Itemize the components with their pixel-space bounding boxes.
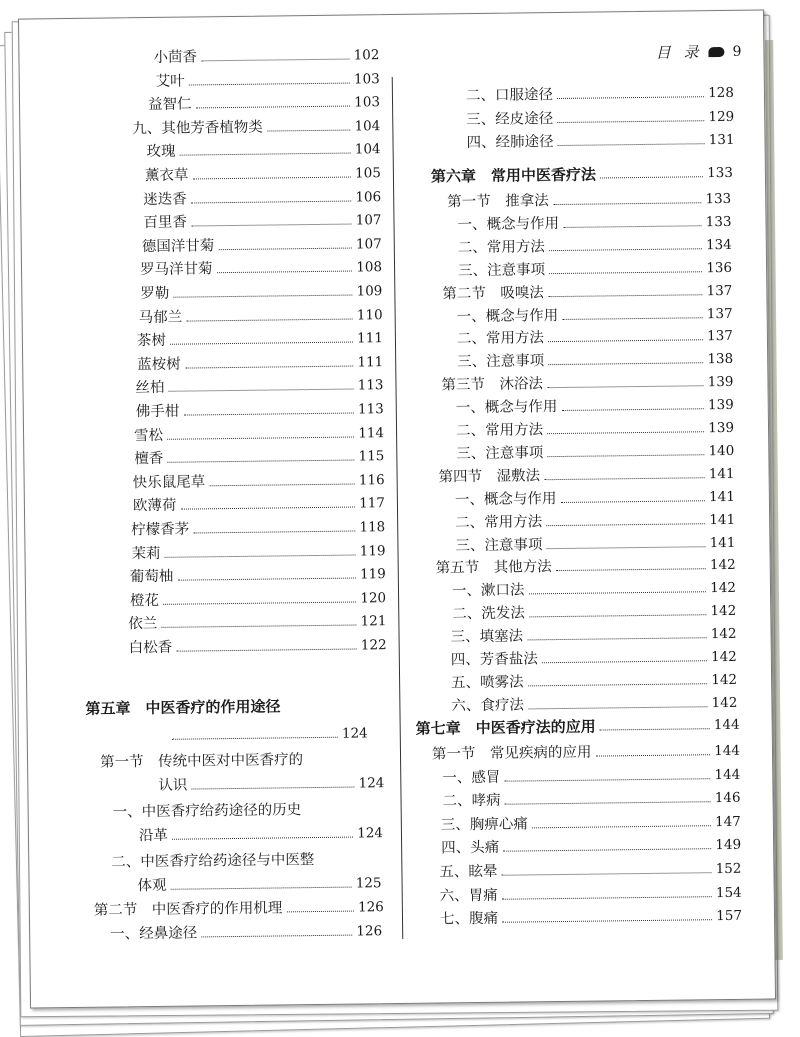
toc-entry[interactable] [147,140,381,163]
toc-entry-page: 138 [707,351,734,368]
toc-entry-page: 131 [708,131,735,149]
dot-leader [529,592,707,595]
toc-entry-page: 137 [706,282,733,299]
toc-entry-title: 二、常用方法 [455,422,544,440]
toc-entry[interactable] [442,788,740,812]
toc-entry-title: 艾叶 [155,73,185,90]
toc-entry-title: 五、喷雾法 [451,674,524,692]
toc-entry[interactable] [456,418,734,441]
dot-leader [209,483,355,486]
dot-leader [546,546,705,549]
toc-entry-title: 六、食疗法 [451,697,525,715]
toc-entry-page: 107 [355,235,382,253]
dot-leader [172,837,353,840]
dot-leader [562,317,703,320]
toc-entry-title: 茉莉 [131,545,161,562]
toc-entry[interactable] [441,812,741,836]
toc-entry-page: 103 [353,70,380,88]
dot-leader [217,271,353,274]
toc-entry-title: 四、头痛 [441,840,500,857]
toc-entry-page: 139 [708,419,735,437]
toc-entry-title: 薰衣草 [144,167,189,185]
dot-leader [196,106,351,109]
dot-leader [177,578,356,581]
toc-entry[interactable] [458,235,732,258]
toc-entry-page: 103 [354,94,381,111]
toc-entry-title: 白松香 [128,639,173,657]
toc-entry-page: 149 [715,837,742,854]
toc-entry[interactable] [451,693,737,716]
toc-entry-title: 蓝桉树 [137,356,181,373]
toc-entry-title: 认识 [158,777,188,794]
dot-leader [504,778,710,782]
toc-entry-title: 一、经鼻途径 [110,925,198,943]
toc-entry-page: 133 [705,213,732,231]
dot-leader [532,825,711,828]
toc-entry[interactable] [466,106,734,129]
toc-entry-title: 百里香 [143,214,188,232]
toc-entry-page: 122 [360,637,387,654]
toc-entry-title: 第二节 中医香疗的作用机理 [93,900,283,919]
toc-entry-title: 一、概念与作用 [457,215,560,234]
toc-entry-title: 一、概念与作用 [455,399,558,417]
dot-leader [161,625,356,628]
toc-entry-title: 二、洗发法 [452,605,525,623]
toc-entry[interactable] [447,189,731,212]
dot-leader [165,554,356,557]
dot-leader [560,500,705,503]
toc-entry-title: 益智仁 [147,96,192,114]
toc-entry[interactable] [456,395,734,418]
toc-entry[interactable] [455,532,735,555]
toc-entry-title: 七、腹痛 [439,910,499,928]
dot-leader [600,728,710,730]
toc-entry[interactable] [134,423,384,446]
toc-entry-continuation[interactable] [139,823,383,846]
toc-entry-page: 137 [707,328,734,345]
toc-entry-title: 第六章 常用中医香疗法 [430,165,597,186]
dot-leader [542,660,707,663]
dot-leader [201,935,352,938]
toc-entry-page: 109 [356,283,383,300]
toc-entry[interactable] [94,897,384,921]
dot-leader [563,225,702,228]
toc-entry[interactable] [140,281,382,304]
toc-entry-page: 141 [708,488,735,505]
toc-entry[interactable] [436,555,736,579]
toc-entry[interactable] [130,564,386,587]
toc-entry-page: 136 [706,259,733,276]
toc-entry[interactable] [455,487,735,510]
dot-leader [547,431,704,434]
toc-entry-title: 一、中医香疗给药途径的历史 [112,802,302,821]
toc-entry-continuation[interactable] [168,723,368,745]
toc-entry-title: 一、感冒 [442,769,501,787]
toc-entry[interactable] [440,882,742,906]
dot-leader [191,787,354,790]
toc-entry[interactable] [439,859,741,883]
toc-entry-page: 108 [356,259,383,276]
dot-leader [170,342,353,345]
dot-leader [186,318,353,321]
dot-leader [546,523,705,526]
toc-entry-page: 133 [705,190,732,208]
toc-entry-title: 三、填塞法 [450,628,524,646]
toc-entry-page: 139 [707,374,734,391]
toc-entry-page: 141 [709,511,736,528]
toc-entry-page: 144 [713,716,740,734]
dot-leader [172,737,338,740]
toc-entry[interactable] [110,921,382,944]
toc-entry[interactable] [131,541,385,564]
toc-entry-title: 迷迭香 [143,191,187,208]
toc-entry[interactable] [135,376,383,399]
toc-entry-title: 四、芳香盐法 [450,651,538,669]
toc-entry-title: 葡萄柚 [129,568,174,586]
toc-entry-continuation[interactable] [158,773,384,796]
toc-entry-title: 五、眩晕 [439,863,498,881]
toc-entry-page: 154 [715,884,742,901]
toc-entry-title: 第三节 沐浴法 [441,376,544,394]
toc-entry-page: 114 [358,424,385,442]
toc-entry-page: 144 [714,766,741,783]
toc-entry-page: 140 [708,442,735,460]
dot-leader [548,340,703,343]
toc-entry[interactable] [131,517,385,540]
toc-entry[interactable] [457,326,733,349]
dot-leader [218,247,352,250]
toc-entry-page: 110 [356,306,383,324]
toc-entry[interactable] [137,328,383,351]
dot-leader [544,477,705,480]
toc-entry-title: 二、常用方法 [457,238,545,257]
toc-entry[interactable] [156,69,380,92]
toc-entry-title: 第四节 湿敷法 [438,468,541,486]
toc-entry-page: 106 [355,188,382,206]
toc-entry[interactable] [134,446,384,469]
toc-entry[interactable] [452,578,736,601]
toc-entry-title: 三、经皮途径 [466,110,554,128]
toc-entry-title: 雪松 [133,427,164,444]
dot-leader [529,614,707,617]
toc-entry-title: 二、常用方法 [456,330,545,348]
toc-entry-page: 142 [710,580,737,597]
toc-entry-title: 橙花 [130,592,160,610]
toc-entry-title: 九、其他芳香植物类 [132,119,263,138]
dot-leader [527,637,707,640]
toc-entry-page: 105 [355,165,381,182]
dot-leader [267,129,351,131]
toc-entry-page: 120 [360,589,387,607]
toc-entry-title: 欧薄荷 [132,498,177,515]
dot-leader [189,82,350,85]
toc-entry-title: 体观 [137,877,167,895]
toc-entry-page: 121 [360,613,387,630]
toc-entry[interactable] [143,187,381,210]
toc-entry-page: 104 [354,141,381,158]
toc-entry-title: 二、中医香疗给药途径与中医整 [111,852,315,871]
toc-entry-page: 142 [711,694,738,711]
toc-chapter-entry[interactable] [416,715,740,739]
toc-entry[interactable] [136,399,384,422]
dot-leader [180,153,351,156]
toc-entry-page: 126 [356,923,383,940]
toc-entry-title: 第一节 传统中医对中医香疗的 [99,752,304,771]
toc-entry[interactable] [466,130,734,153]
toc-entry-page: 142 [709,557,736,574]
toc-entry-title: 罗勒 [140,285,170,303]
toc-entry-page: 125 [355,875,382,892]
toc-entry-title: 三、胸痹心痛 [440,816,528,834]
toc-entry-title: 第一节 常见疾病的应用 [431,744,592,763]
dot-leader [548,363,703,366]
toc-entry[interactable] [148,92,380,115]
toc-entry-title: 二、哮病 [442,792,501,810]
toc-entry-title: 一、概念与作用 [456,307,559,325]
toc-entry[interactable] [438,464,734,488]
toc-entry[interactable] [142,234,382,257]
toc-entry-title: 第一节 推拿法 [447,193,549,211]
toc-entry-page: 124 [358,775,385,792]
header-title: 目 录 [655,43,703,62]
running-header [656,41,742,63]
toc-entry-page: 124 [357,825,384,842]
toc-entry-page: 128 [708,84,735,102]
toc-entry[interactable] [442,280,732,304]
toc-entry-page: 111 [357,353,384,371]
toc-entry-page: 157 [716,908,743,925]
toc-entry-page: 142 [710,648,737,666]
toc-entry-title: 第二节 吸嗅法 [442,284,544,303]
toc-entry-title: 快乐鼠尾草 [132,474,206,492]
toc-entry-title: 德国洋甘菊 [141,238,215,255]
toc-entry-title: 罗马洋甘菊 [139,261,213,279]
toc-entry-title: 三、注意事项 [455,536,543,554]
toc-entry-page: 126 [357,899,384,916]
toc-entry-page: 146 [714,790,741,807]
toc-entry-title: 四、经肺途径 [466,134,554,152]
toc-entry[interactable] [432,741,740,765]
toc-entry-title: 三、注意事项 [457,261,546,279]
toc-entry[interactable] [442,764,740,788]
toc-entry-page: 119 [359,566,386,583]
toc-entry-page: 129 [708,108,735,125]
toc-entry[interactable] [457,212,731,235]
toc-entry-title: 第五章 中医香疗的作用途径 [85,697,281,718]
toc-entry-page: 113 [357,401,384,418]
dot-leader [557,96,704,99]
toc-entry-title: 三、注意事项 [457,353,545,371]
toc-entry-title: 一、概念与作用 [454,490,557,508]
toc-entry-title: 玫瑰 [146,144,176,161]
toc-entry-page: 152 [715,860,742,878]
toc-entry[interactable] [452,601,736,624]
dot-leader [547,454,704,457]
leaf-icon [708,44,726,58]
toc-entry[interactable] [441,372,733,396]
toc-entry-title: 檀香 [134,451,164,468]
toc-entry-title: 一、漱口法 [451,582,525,600]
toc-entry[interactable] [458,258,732,281]
toc-entry-title: 依兰 [128,616,158,633]
toc-entry[interactable] [441,835,741,859]
dot-leader [183,413,354,416]
dot-leader [201,59,350,62]
dot-leader [503,849,711,853]
toc-entry[interactable] [451,670,737,693]
toc-entry-page: 116 [358,471,385,489]
toc-entry[interactable] [455,509,735,532]
toc-entry[interactable] [137,352,383,375]
dot-leader [167,460,354,463]
toc-entry-title: 柠檬香茅 [131,521,190,539]
dot-leader [180,507,355,510]
header-page-number: 9 [732,43,742,60]
dot-leader [185,365,354,368]
toc-entry-page: 111 [357,330,384,347]
toc-entry[interactable] [128,612,386,635]
dot-leader [596,754,711,756]
dot-leader [549,248,702,251]
toc-entry-title: 丝柏 [135,380,165,397]
dot-leader [171,887,352,890]
dot-leader [561,408,704,411]
dot-leader [191,224,352,227]
dot-leader [556,569,706,572]
toc-entry[interactable] [143,210,381,233]
toc-entry[interactable] [133,494,385,517]
toc-entry-title: 沿革 [138,827,169,845]
dot-leader [505,801,711,805]
dot-leader [502,896,712,900]
toc-entry-title: 二、常用方法 [455,513,543,531]
toc-entry[interactable] [113,799,403,823]
dot-leader [553,202,702,205]
toc-entry-page: 124 [341,725,368,742]
dot-leader [167,436,354,439]
toc-entry-page: 113 [357,377,384,394]
dot-leader [557,120,704,123]
toc-entry[interactable] [451,647,737,670]
toc-entry-page: 134 [705,236,732,254]
toc-entry[interactable] [153,45,379,68]
dot-leader [528,706,708,709]
toc-entry[interactable] [139,305,383,328]
toc-entry-page: 102 [353,47,380,64]
toc-entry-page: 133 [707,164,734,182]
toc-entry[interactable] [456,441,734,464]
toc-entry[interactable] [457,349,733,372]
dot-leader [501,872,711,876]
toc-entry[interactable] [145,163,381,186]
dot-leader [286,911,354,913]
dot-leader [502,919,712,923]
toc-entry-continuation[interactable] [137,873,381,896]
toc-entry-title: 小茴香 [153,49,198,66]
toc-entry-page: 115 [358,448,385,465]
dot-leader [169,389,354,392]
toc-entry-page: 107 [355,212,382,229]
toc-entry-page: 119 [359,542,386,560]
toc-chapter-entry[interactable] [431,163,733,187]
toc-entry-page: 142 [710,625,737,643]
toc-entry[interactable] [140,258,382,281]
toc-entry-page: 141 [708,465,735,482]
toc-entry[interactable] [130,588,386,611]
toc-entry-title: 二、口服途径 [465,87,554,105]
toc-entry-page: 139 [707,396,734,414]
toc-entry-title: 三、注意事项 [456,445,544,463]
dot-leader [192,177,351,180]
toc-entry-page: 141 [709,534,736,551]
toc-entry[interactable] [450,624,736,647]
toc-entry-title: 马郁兰 [138,309,183,326]
dot-leader [548,294,703,297]
dot-leader [549,271,702,274]
toc-page [18,9,776,1008]
toc-entry-title: 茶树 [136,332,167,350]
dot-leader [193,531,355,534]
toc-section-entry[interactable] [100,749,390,773]
toc-entry-page: 104 [354,117,381,135]
dot-leader [163,601,356,604]
toc-entry[interactable] [132,116,380,139]
toc-entry[interactable] [466,83,734,106]
toc-entry-title: 第五节 其他方法 [435,559,552,577]
toc-entry-page: 118 [359,519,386,536]
toc-entry-page: 142 [710,603,737,620]
toc-entry-title: 第七章 中医香疗法的应用 [415,717,596,738]
toc-entry-page: 117 [359,495,386,512]
dot-leader [600,176,703,178]
toc-entry[interactable] [111,849,401,873]
toc-chapter-entry[interactable] [85,695,385,719]
dot-leader [191,200,352,203]
toc-entry-title: 六、胃痛 [439,887,498,905]
dot-leader [528,683,708,686]
toc-entry-page: 144 [714,742,741,760]
toc-entry[interactable] [133,470,385,493]
dot-leader [558,143,705,146]
toc-entry[interactable] [440,906,742,930]
toc-entry[interactable] [129,635,387,658]
toc-entry-page: 137 [706,305,733,322]
toc-entry-page: 147 [714,813,741,830]
dot-leader [173,295,352,298]
toc-entry-title: 佛手柑 [135,403,180,421]
dot-leader [547,385,704,388]
toc-entry-page: 142 [711,671,738,689]
dot-leader [176,649,357,652]
toc-entry[interactable] [457,303,733,326]
